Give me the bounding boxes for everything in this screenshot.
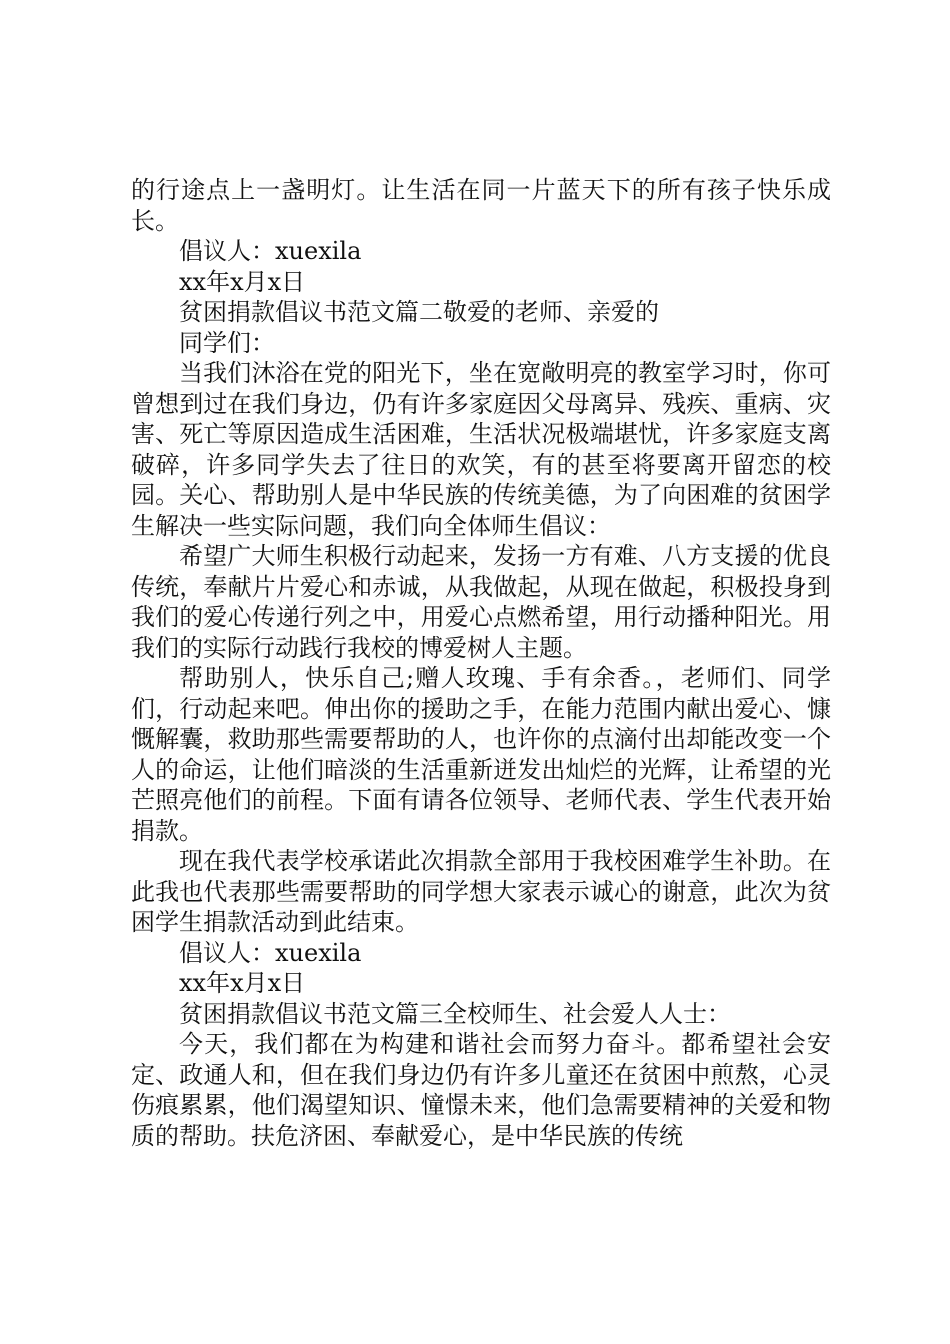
paragraph-body: 现在我代表学校承诺此次捐款全部用于我校困难学生补助。在此我也代表那些需要帮助的同学想大家表示诚心的谢意，此次为贫困学生捐款活动到此结束。 — [131, 847, 831, 936]
paragraph-signer: 倡议人：xuexila — [179, 237, 362, 265]
paragraph-date: xx年x月x日 — [179, 969, 306, 997]
section-heading-3: 贫困捐款倡议书范文篇三全校师生、社会爱人人士： — [179, 999, 731, 1028]
paragraph-body: 今天，我们都在为构建和谐社会而努力奋斗。都希望社会安定、政通人和，但在我们身边仍有许多儿童还在贫困中煎熬，心灵伤痕累累，他们渴望知识、憧憬未来，他们急需要精神的关爱和物质的帮助。扶危济困、奉献爱心，是中华民族的传统 — [131, 1030, 831, 1150]
paragraph-body: 希望广大师生积极行动起来，发扬一方有难、八方支援的优良传统，奉献片片爱心和赤诚，从我做起，从现在做起，积极投身到我们的爱心传递行列之中，用爱心点燃希望，用行动播种阳光。用我们的实际行动践行我校的博爱树人主题。 — [131, 542, 831, 662]
paragraph-signer: 倡议人：xuexila — [179, 938, 362, 967]
paragraph-body: 当我们沐浴在党的阳光下，坐在宽敞明亮的教室学习时，你可曾想到过在我们身边，仍有许多家庭因父母离异、残疾、重病、灾害、死亡等原因造成生活困难，生活状况极端堪忧，许多家庭支离破碎，许多同学失去了往日的欢笑，有的甚至将要离开留恋的校园。关心、帮助别人是中华民族的传统美德，为了向困难的贫困学生解决一些实际问题，我们向全体师生倡议： — [131, 359, 831, 540]
document-body — [131, 175, 831, 1151]
paragraph-salutation: 同学们： — [179, 328, 275, 357]
paragraph-body: 帮助别人，快乐自己;赠人玫瑰、手有余香。，老师们、同学们，行动起来吧。伸出你的援助之手，在能力范围内献出爱心、慷慨解囊，救助那些需要帮助的人，也许你的点滴付出却能改变一个人的命运，让他们暗淡的生活重新迸发出灿烂的光辉，让希望的光芒照亮他们的前程。下面有请各位领导、老师代表、学生代表开始捐款。 — [131, 664, 831, 845]
section-heading-2: 贫困捐款倡议书范文篇二敬爱的老师、亲爱的 — [179, 298, 659, 326]
paragraph-date: xx年x月x日 — [179, 267, 306, 296]
paragraph-continuation: 的行途点上一盏明灯。让生活在同一片蓝天下的所有孩子快乐成长。 — [131, 176, 831, 235]
